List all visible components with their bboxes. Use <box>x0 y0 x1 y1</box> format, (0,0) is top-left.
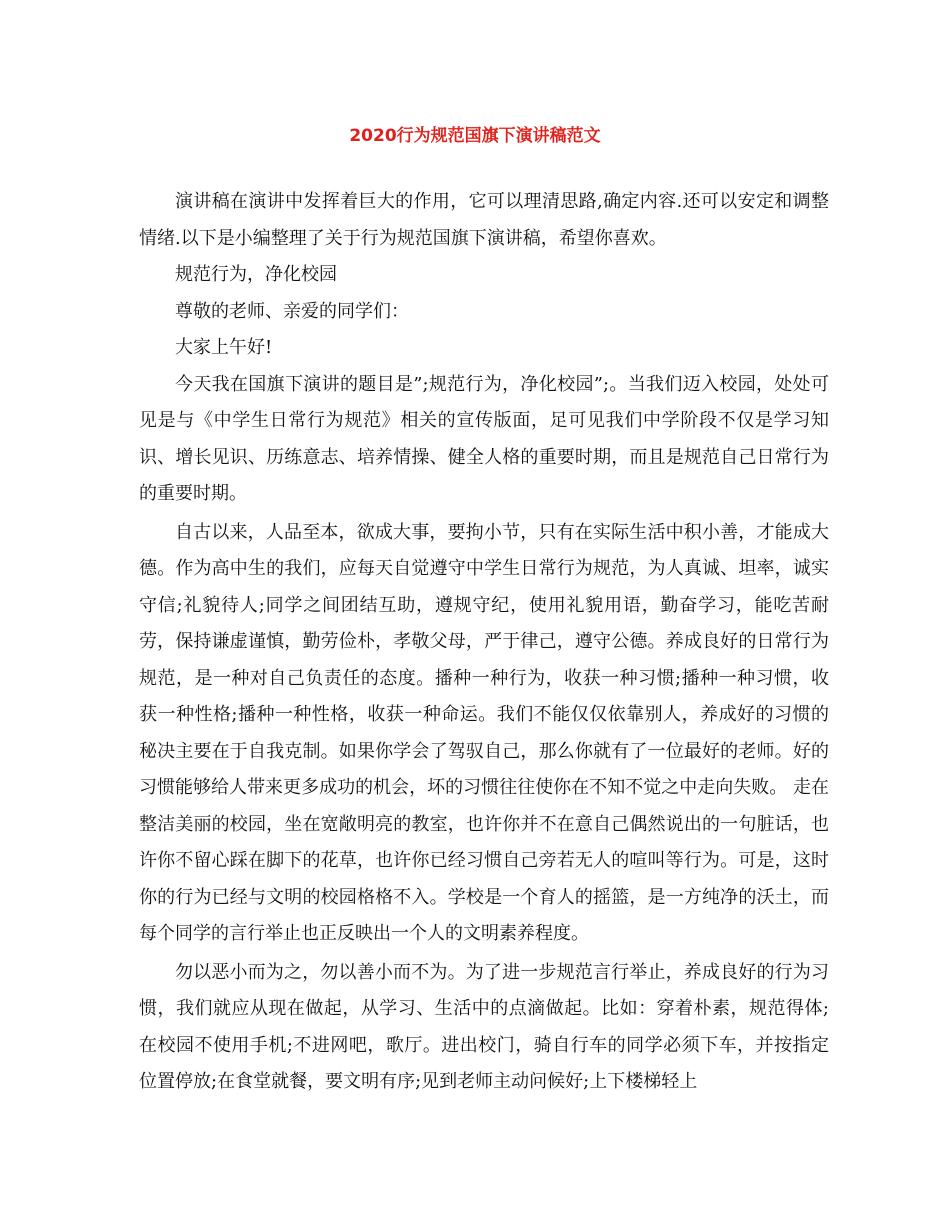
document-title: 2020行为规范国旗下演讲稿范文 <box>349 126 601 146</box>
paragraph-heading: 规范行为，净化校园 <box>175 264 337 285</box>
paragraph-intro: 演讲稿在演讲中发挥着巨大的作用，它可以理清思路,确定内容.还可以安定和调整情绪.以下是小编整理了关于行为规范国旗下演讲稿，希望你喜欢。 <box>139 191 829 249</box>
paragraph-body-1: 自古以来，人品至本，欲成大事，要拘小节，只有在实际生活中积小善，才能成大德。作为高中生的我们，应每天自觉遵守中学生日常行为规范，为人真诚、坦率，诚实守信;礼貌待人;同学之间团结互助，遵规守纪，使用礼貌用语，勤奋学习，能吃苦耐劳，保持谦虚谨慎，勤劳俭朴，孝敬父母，严于律己，遵守公德。养成良好的日常行为规范，是一种对自己负责任的态度。播种一种行为，收获一种习惯;播种一种习惯，收获一种性格;播种一种性格，收获一种命运。我们不能仅仅依靠别人，养成好的习惯的秘决主要在于自我克制。如果你学会了驾驭自己，那么你就有了一位最好的老师。好的习惯能够给人带来更多成功的机会，坏的习惯往往使你在不知不觉之中走向失败。 走在整洁美丽的校园，坐在宽敞明亮的教室，也许你并不在意自己偶然说出的一句脏话，也许你不留心踩在脚下的花草，也许你已经习惯自己旁若无人的喧叫等行为。可是，这时你的行为已经与文明的校园格格不入。学校是一个育人的摇篮，是一方纯净的沃土，而每个同学的言行举止也正反映出一个人的文明素养程度。 <box>139 521 829 944</box>
paragraph-greeting: 大家上午好! <box>175 337 273 358</box>
paragraph-body-2: 勿以恶小而为之，勿以善小而不为。为了进一步规范言行举止，养成良好的行为习惯，我们就应从现在做起，从学习、生活中的点滴做起。比如：穿着朴素，规范得体;在校园不使用手机;不进网吧，歌厅。进出校门，骑自行车的同学必须下车，并按指定位置停放;在食堂就餐，要文明有序;见到老师主动问候好;上下楼梯轻上 <box>139 961 829 1092</box>
paragraph-topic: 今天我在国旗下演讲的题目是”;规范行为，净化校园”;。当我们迈入校园，处处可见是与《中学生日常行为规范》相关的宣传版面，足可见我们中学阶段不仅是学习知识、增长见识、历练意志、培养情操、健全人格的重要时期，而且是规范自己日常行为的重要时期。 <box>139 373 829 504</box>
document-body <box>139 184 829 1101</box>
paragraph-salutation: 尊敬的老师、亲爱的同学们： <box>175 300 409 322</box>
